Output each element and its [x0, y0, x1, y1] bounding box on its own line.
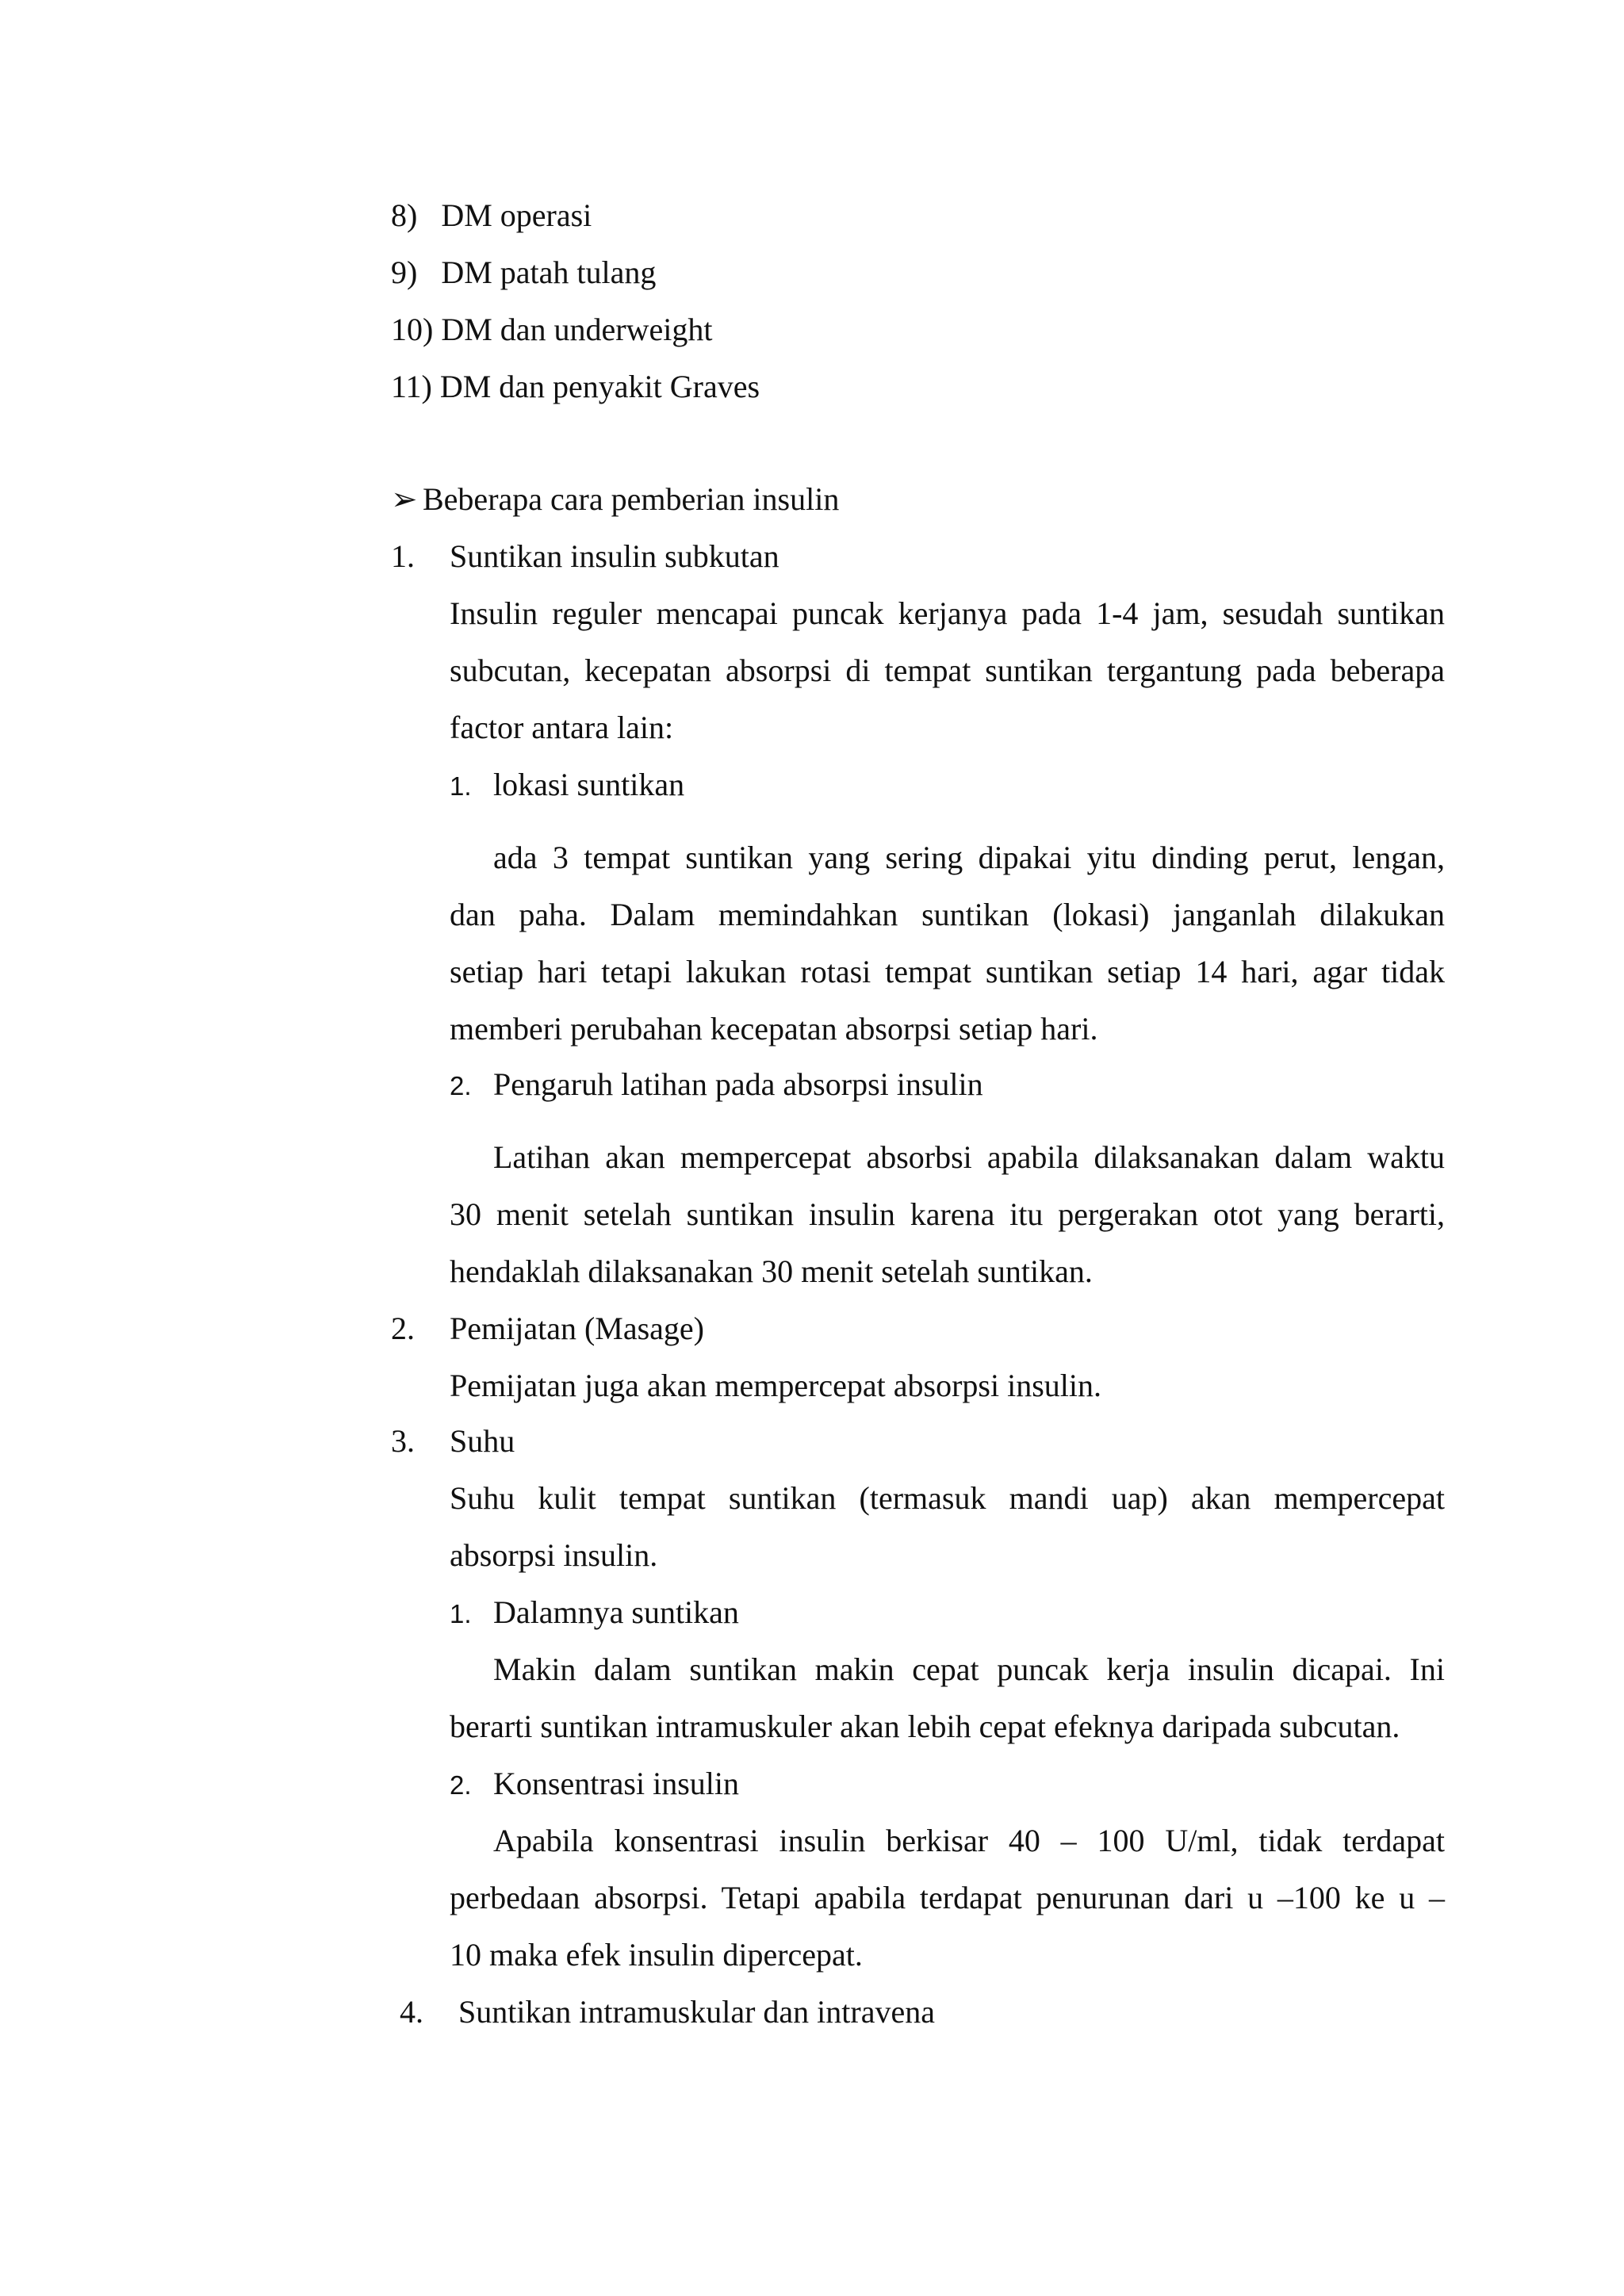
sub-item — [450, 766, 472, 806]
item-title: Suntikan insulin subkutan — [450, 538, 779, 574]
list-text: DM dan underweight — [441, 312, 713, 347]
section-heading — [391, 480, 839, 519]
paragraph-line: 10 maka efek insulin dipercepat. — [450, 1937, 863, 1973]
sub-item-title: Dalamnya suntikan — [493, 1594, 739, 1630]
item-title: Pemijatan (Masage) — [450, 1311, 704, 1346]
list-text: DM patah tulang — [441, 254, 657, 290]
list-text: DM operasi — [441, 197, 592, 233]
sub-number: 1. — [450, 771, 472, 801]
sub-item-title: Konsentrasi insulin — [493, 1766, 739, 1801]
paragraph-line: 30 menit setelah suntikan insulin karena itu pergerakan otot yang berarti, — [450, 1196, 1445, 1232]
list-item — [391, 311, 712, 349]
arrow-bullet-icon: ➢ — [391, 481, 418, 517]
paragraph-line: absorpsi insulin. — [450, 1537, 658, 1573]
list-number: 8) — [391, 197, 418, 233]
paragraph-line: Suhu kulit tempat suntikan (termasuk mandi uap) akan mempercepat — [450, 1480, 1445, 1516]
paragraph-line: dan paha. Dalam memindahkan suntikan (lokasi) janganlah dilakukan — [450, 897, 1445, 932]
paragraph-line: factor antara lain: — [450, 710, 674, 745]
numbered-item-4 — [400, 1993, 423, 2031]
paragraph-line: memberi perubahan kecepatan absorpsi setiap hari. — [450, 1011, 1098, 1047]
list-number: 11) — [391, 369, 432, 404]
item-number: 3. — [391, 1423, 415, 1459]
paragraph-line: Pemijatan juga akan mempercepat absorpsi insulin. — [450, 1368, 1101, 1403]
heading-text: Beberapa cara pemberian insulin — [423, 481, 840, 517]
sub-item — [450, 1066, 472, 1105]
sub-number: 2. — [450, 1770, 472, 1800]
paragraph-line: ada 3 tempat suntikan yang sering dipakai yitu dinding perut, lengan, — [493, 840, 1445, 875]
paragraph-line: subcutan, kecepatan absorpsi di tempat suntikan tergantung pada beberapa — [450, 652, 1445, 688]
item-number: 1. — [391, 538, 415, 574]
sub-item — [450, 1765, 472, 1804]
sub-number: 1. — [450, 1599, 472, 1628]
list-item — [391, 197, 592, 235]
paragraph-line: setiap hari tetapi lakukan rotasi tempat suntikan setiap 14 hari, agar tidak — [450, 954, 1445, 989]
sub-item-title: lokasi suntikan — [493, 767, 685, 802]
paragraph-line: perbedaan absorpsi. Tetapi apabila terdapat penurunan dari u –100 ke u – — [450, 1880, 1445, 1915]
paragraph-line: Makin dalam suntikan makin cepat puncak kerja insulin dicapai. Ini — [493, 1651, 1445, 1687]
sub-number: 2. — [450, 1071, 472, 1100]
list-number: 9) — [391, 254, 418, 290]
list-number: 10) — [391, 312, 434, 347]
paragraph-line: Insulin reguler mencapai puncak kerjanya pada 1-4 jam, sesudah suntikan — [450, 595, 1445, 631]
paragraph-line: berarti suntikan intramuskuler akan lebih cepat efeknya daripada subcutan. — [450, 1709, 1400, 1744]
numbered-item-3 — [391, 1422, 415, 1460]
item-title: Suntikan intramuskular dan intravena — [458, 1994, 935, 2030]
sub-item — [450, 1594, 472, 1633]
sub-item-title: Pengaruh latihan pada absorpsi insulin — [493, 1066, 983, 1102]
list-item — [391, 254, 656, 292]
paragraph-line: Latihan akan mempercepat absorbsi apabila dilaksanakan dalam waktu — [493, 1139, 1445, 1175]
item-number: 4. — [400, 1994, 423, 2030]
item-title: Suhu — [450, 1423, 515, 1459]
list-text: DM dan penyakit Graves — [439, 369, 760, 404]
list-item — [391, 368, 760, 406]
paragraph-line: hendaklah dilaksanakan 30 menit setelah suntikan. — [450, 1253, 1093, 1289]
numbered-item-2 — [391, 1310, 415, 1348]
paragraph-line: Apabila konsentrasi insulin berkisar 40 – 100 U/ml, tidak terdapat — [493, 1823, 1445, 1858]
numbered-item-1 — [391, 538, 415, 576]
item-number: 2. — [391, 1311, 415, 1346]
